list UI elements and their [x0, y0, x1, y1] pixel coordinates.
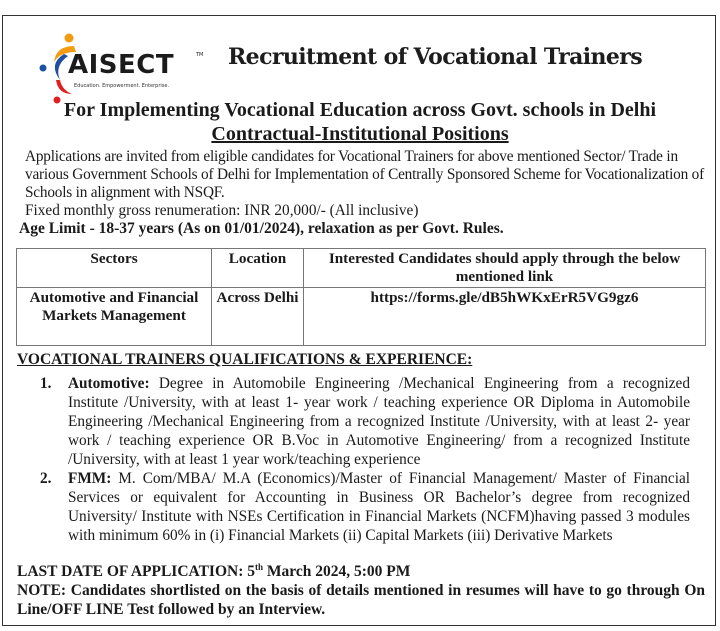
logo-brand-text: AISECT: [68, 50, 175, 80]
logo-tagline: Education. Empowerment. Enterprise.: [74, 83, 170, 89]
list-number: 1.: [40, 375, 52, 392]
last-date-suffix: th: [255, 562, 264, 572]
qualification-label: Automotive:: [68, 375, 150, 392]
list-number: 2.: [40, 470, 52, 487]
intro-paragraph: Applications are invited from eligible candidates for Vocational Trainers for above mentioned Sector/ Trade in various Government Schools of Delhi for Implementation of Centrally Sponsored Scheme for Vocationalization of Schools in alignment with NSQF.: [25, 148, 705, 201]
aisect-logo: [38, 32, 203, 104]
cell-apply-link[interactable]: https://forms.gle/dB5hWKxErR5VG9gz6: [304, 288, 706, 346]
page-subtitle: For Implementing Vocational Education across Govt. schools in Delhi: [63, 99, 657, 121]
header-apply-link: Interested Candidates should apply through the below mentioned link: [304, 249, 706, 288]
sectors-table: [16, 248, 706, 346]
header-location: Location: [212, 249, 304, 288]
header-sectors: Sectors: [17, 249, 212, 288]
cell-location: Across Delhi: [212, 288, 304, 346]
note-text: NOTE: Candidates shortlisted on the basis of details mentioned in resumes will have to go through On Line/OFF LINE Test followed by an Interview.: [17, 582, 705, 618]
qualification-label: FMM:: [68, 470, 112, 487]
cell-sector: Automotive and Financial Markets Management: [17, 288, 212, 346]
remuneration-text: Fixed monthly gross renumeration: INR 20,000/- (All inclusive): [25, 202, 419, 219]
position-type-text: Contractual-Institutional Positions: [211, 123, 509, 145]
list-item: [40, 469, 690, 545]
list-item: [40, 374, 690, 469]
logo-trademark: TM: [196, 52, 204, 58]
qualification-text: Degree in Automobile Engineering /Mechanical Engineering from a recognized Institute /University, with at least 1- year work / teaching experience OR Diploma in Automobile Engineering /Mechanical Engineering from a recognized Institute /University, with at least 2- year work / teaching experience OR B.Voc in Automotive Engineering/ from a recognized Institute /University, with at least 1 year work/teaching experience: [68, 375, 690, 468]
last-date-label: LAST DATE OF APPLICATION: 5: [17, 563, 255, 581]
page-title: Recruitment of Vocational Trainers: [228, 44, 643, 70]
qualifications-heading: VOCATIONAL TRAINERS QUALIFICATIONS & EXPERIENCE:: [17, 351, 473, 368]
last-date-value: March 2024, 5:00 PM: [263, 563, 411, 581]
table-header-row: [17, 249, 706, 288]
qualification-text: M. Com/MBA/ M.A (Economics)/Master of Financial Management/ Master of Financial Services or equivalent for Accounting in Business OR Bachelor’s degree from recognized University/ Institute with NSEs Certification in Financial Markets (NCFM)having passed 3 modules with minimum 60% in (i) Financial Markets (ii) Capital Markets (iii) Derivative Markets: [68, 470, 690, 544]
position-type-heading: [0, 123, 720, 146]
table-row: [17, 288, 706, 346]
last-date-of-application: [17, 562, 410, 581]
age-limit-text: Age Limit - 18-37 years (As on 01/01/2024), relaxation as per Govt. Rules.: [19, 220, 504, 237]
qualifications-list: [40, 374, 690, 545]
